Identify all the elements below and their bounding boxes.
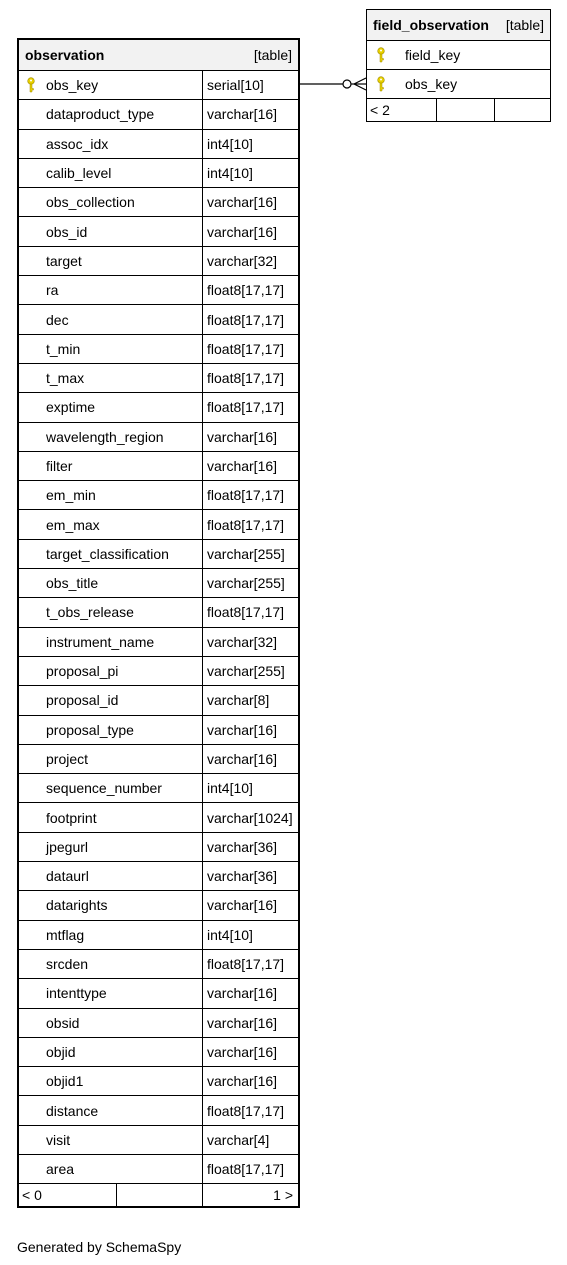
column-row[interactable] xyxy=(19,979,298,1008)
crowfoot-lower xyxy=(354,84,366,90)
column-name-text: obs_key xyxy=(46,77,99,94)
column-row[interactable] xyxy=(19,1067,298,1096)
table-kind: [table] xyxy=(253,47,292,63)
column-name-text: datarights xyxy=(46,897,108,914)
column-name xyxy=(19,335,203,363)
table-title[interactable]: observation xyxy=(25,47,105,63)
column-row[interactable] xyxy=(19,1155,298,1184)
column-name-text: em_max xyxy=(46,516,100,533)
column-type: varchar[16] xyxy=(207,750,278,767)
column-row[interactable] xyxy=(19,159,298,188)
column-name-text: dataurl xyxy=(46,868,89,885)
column-type: varchar[16] xyxy=(207,106,278,123)
column-name xyxy=(19,716,203,744)
column-name-text: intenttype xyxy=(46,985,107,1002)
column-row[interactable] xyxy=(19,833,298,862)
column-name-text: dataproduct_type xyxy=(46,106,155,123)
column-type: serial[10] xyxy=(207,77,264,94)
column-row[interactable] xyxy=(19,1038,298,1067)
column-row[interactable] xyxy=(19,423,298,452)
column-type: varchar[32] xyxy=(207,252,278,269)
column-row[interactable] xyxy=(19,950,298,979)
column-name-text: proposal_id xyxy=(46,692,119,709)
column-name xyxy=(19,364,203,392)
field-observation-table[interactable] xyxy=(366,9,551,122)
column-row[interactable] xyxy=(19,1126,298,1155)
column-type: varchar[16] xyxy=(207,1073,278,1090)
observation-table[interactable] xyxy=(17,38,300,1208)
column-row[interactable] xyxy=(367,70,550,99)
row-count xyxy=(117,1184,203,1206)
column-name-text: obs_collection xyxy=(46,194,135,211)
field-observation-table-header[interactable] xyxy=(367,10,550,41)
table-kind: [table] xyxy=(505,17,544,33)
column-type: varchar[4] xyxy=(207,1131,270,1148)
column-type: float8[17,17] xyxy=(207,340,285,357)
children-count[interactable]: 1 > xyxy=(273,1187,293,1204)
column-name xyxy=(19,130,203,158)
column-name xyxy=(19,217,203,245)
column-name-text: calib_level xyxy=(46,165,112,182)
column-name-text: proposal_pi xyxy=(46,663,119,680)
column-name xyxy=(367,41,550,69)
parents-count[interactable]: < 0 xyxy=(19,1184,117,1206)
column-name-text: objid xyxy=(46,1043,76,1060)
column-name-text: field_key xyxy=(405,47,461,63)
column-name xyxy=(19,1009,203,1037)
column-row[interactable] xyxy=(367,41,550,70)
column-type: varchar[32] xyxy=(207,633,278,650)
column-row[interactable] xyxy=(19,364,298,393)
column-name xyxy=(19,1067,203,1095)
column-type: float8[17,17] xyxy=(207,604,285,621)
column-row[interactable] xyxy=(19,745,298,774)
column-name-text: distance xyxy=(46,1102,99,1119)
column-row[interactable] xyxy=(19,452,298,481)
table-title[interactable]: field_observation xyxy=(373,17,489,33)
column-name xyxy=(19,188,203,216)
column-row[interactable] xyxy=(19,393,298,422)
column-name-text: exptime xyxy=(46,399,96,416)
column-row[interactable] xyxy=(19,247,298,276)
column-name xyxy=(19,921,203,949)
column-name xyxy=(19,393,203,421)
column-type: int4[10] xyxy=(207,926,253,943)
column-name xyxy=(19,423,203,451)
column-name xyxy=(19,774,203,802)
column-name xyxy=(19,628,203,656)
column-row[interactable] xyxy=(19,569,298,598)
column-name-text: t_min xyxy=(46,340,81,357)
children-count xyxy=(495,99,550,121)
observation-columns xyxy=(19,71,298,1184)
column-type: varchar[16] xyxy=(207,428,278,445)
column-row[interactable] xyxy=(19,130,298,159)
primary-key-icon xyxy=(26,77,36,93)
column-name xyxy=(19,305,203,333)
column-row[interactable] xyxy=(19,921,298,950)
column-name xyxy=(19,481,203,509)
column-name-text: dec xyxy=(46,311,69,328)
column-name xyxy=(367,70,550,98)
column-name-text: target xyxy=(46,252,82,269)
field-observation-columns xyxy=(367,41,550,99)
column-name xyxy=(19,657,203,685)
column-name-text: sequence_number xyxy=(46,780,162,797)
column-name-text: obs_id xyxy=(46,223,88,240)
column-name-text: jpegurl xyxy=(46,838,89,855)
column-row[interactable] xyxy=(19,510,298,539)
parents-count[interactable]: < 2 xyxy=(367,99,437,121)
column-name xyxy=(19,862,203,890)
column-type: varchar[16] xyxy=(207,1043,278,1060)
column-name xyxy=(19,891,203,919)
column-type: varchar[16] xyxy=(207,194,278,211)
column-row[interactable] xyxy=(19,891,298,920)
column-type: varchar[255] xyxy=(207,663,285,680)
column-type: varchar[1024] xyxy=(207,809,293,826)
column-name-text: footprint xyxy=(46,809,97,826)
column-name-text: proposal_type xyxy=(46,721,134,738)
column-name-text: t_max xyxy=(46,370,85,387)
column-row[interactable] xyxy=(19,686,298,715)
column-name xyxy=(19,276,203,304)
column-name-text: instrument_name xyxy=(46,633,155,650)
column-row[interactable] xyxy=(19,335,298,364)
column-row[interactable] xyxy=(19,188,298,217)
column-type: float8[17,17] xyxy=(207,1102,285,1119)
column-type: varchar[255] xyxy=(207,575,285,592)
generated-by-label: Generated by SchemaSpy xyxy=(17,1239,182,1255)
column-name xyxy=(19,979,203,1007)
primary-key-icon xyxy=(376,47,386,63)
column-row[interactable] xyxy=(19,305,298,334)
column-row[interactable] xyxy=(19,276,298,305)
column-name-text: ra xyxy=(46,282,59,299)
column-type: varchar[255] xyxy=(207,545,285,562)
column-name xyxy=(19,1096,203,1124)
column-name-text: target_classification xyxy=(46,545,169,562)
column-name-text: objid1 xyxy=(46,1073,84,1090)
column-name-text: em_min xyxy=(46,487,96,504)
column-type: float8[17,17] xyxy=(207,311,285,328)
column-type: float8[17,17] xyxy=(207,370,285,387)
column-type: float8[17,17] xyxy=(207,1161,285,1178)
column-name xyxy=(19,71,203,99)
column-name-text: obs_title xyxy=(46,575,99,592)
column-row[interactable] xyxy=(19,1009,298,1038)
column-name xyxy=(19,598,203,626)
column-name-text: srcden xyxy=(46,956,89,973)
column-name xyxy=(19,803,203,831)
column-name xyxy=(19,1038,203,1066)
column-type: varchar[16] xyxy=(207,1014,278,1031)
column-row[interactable] xyxy=(19,774,298,803)
column-row[interactable] xyxy=(19,803,298,832)
column-type: varchar[16] xyxy=(207,721,278,738)
column-row[interactable] xyxy=(19,71,298,100)
column-type: int4[10] xyxy=(207,780,253,797)
column-row[interactable] xyxy=(19,217,298,246)
column-name xyxy=(19,950,203,978)
column-row[interactable] xyxy=(19,657,298,686)
column-row[interactable] xyxy=(19,862,298,891)
column-type: varchar[16] xyxy=(207,223,278,240)
column-name xyxy=(19,100,203,128)
column-name-text: area xyxy=(46,1161,75,1178)
column-name-text: obsid xyxy=(46,1014,80,1031)
column-name-text: mtflag xyxy=(46,926,85,943)
column-row[interactable] xyxy=(19,540,298,569)
column-type: float8[17,17] xyxy=(207,282,285,299)
column-type: varchar[36] xyxy=(207,868,278,885)
column-type: float8[17,17] xyxy=(207,487,285,504)
column-row[interactable] xyxy=(19,716,298,745)
column-name-text: t_obs_release xyxy=(46,604,134,621)
column-name-text: wavelength_region xyxy=(46,428,164,445)
column-type: varchar[16] xyxy=(207,897,278,914)
column-name-text: obs_key xyxy=(405,76,458,92)
field-observation-footer xyxy=(367,99,550,121)
crowfoot-upper xyxy=(354,78,366,84)
column-name xyxy=(19,540,203,568)
column-type: float8[17,17] xyxy=(207,516,285,533)
column-name xyxy=(19,510,203,538)
column-name xyxy=(19,247,203,275)
column-type: varchar[8] xyxy=(207,692,270,709)
observation-footer xyxy=(19,1184,298,1206)
column-name-text: assoc_idx xyxy=(46,135,109,152)
column-row[interactable] xyxy=(19,481,298,510)
column-name xyxy=(19,452,203,480)
primary-key-icon xyxy=(376,76,386,92)
zero-optional-marker xyxy=(343,80,351,88)
column-type: int4[10] xyxy=(207,135,253,152)
column-name-text: filter xyxy=(46,458,73,474)
column-type: varchar[16] xyxy=(207,458,278,474)
column-name-text: visit xyxy=(46,1131,71,1148)
row-count xyxy=(437,99,495,121)
column-row[interactable] xyxy=(19,100,298,129)
column-row[interactable] xyxy=(19,1096,298,1125)
observation-table-header[interactable] xyxy=(19,40,298,71)
column-name xyxy=(19,1126,203,1154)
column-name xyxy=(19,1155,203,1183)
column-name xyxy=(19,745,203,773)
column-name xyxy=(19,833,203,861)
column-row[interactable] xyxy=(19,628,298,657)
column-type: float8[17,17] xyxy=(207,399,285,416)
column-type: varchar[36] xyxy=(207,838,278,855)
column-type: int4[10] xyxy=(207,165,253,182)
column-row[interactable] xyxy=(19,598,298,627)
column-name-text: project xyxy=(46,750,89,767)
column-name xyxy=(19,686,203,714)
column-name xyxy=(19,159,203,187)
column-name xyxy=(19,569,203,597)
column-type: float8[17,17] xyxy=(207,956,285,973)
column-type: varchar[16] xyxy=(207,985,278,1002)
